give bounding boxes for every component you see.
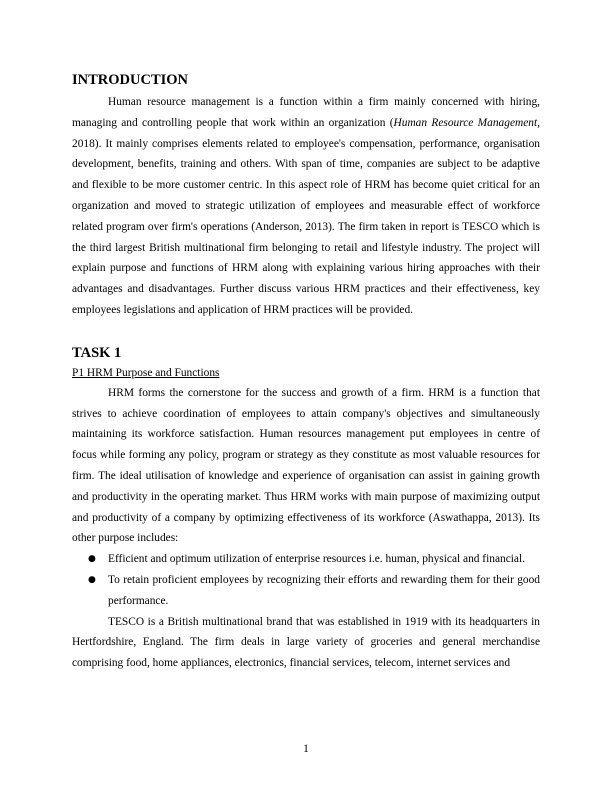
bullet-item-1: [72, 549, 540, 570]
introduction-paragraph: [72, 92, 540, 321]
introduction-text-part1: Human resource management is a function within a firm mainly concerned with hiring, managing and controlling people that work within an organization (: [72, 96, 540, 129]
task1-paragraph-1: HRM forms the cornerstone for the success and growth of a firm. HRM is a function that strives to achieve coordination of employees to attain company's objectives and simultaneously maintaining its workforce satisfaction. Human resources management put employees in centre of focus while forming any policy, program or strategy as they constitute as most valuable resources for firm. The ideal utilisation of knowledge and experience of organisation can assist in gaining growth and productivity in the operating market. Thus HRM works with main purpose of maximizing output and productivity of a company by optimizing effectiveness of its workforce (Aswathappa, 2013). Its other purpose includes:: [72, 386, 540, 545]
bullet-text-2: To retain proficient employees by recognizing their efforts and rewarding them for their good performance.: [108, 573, 540, 607]
task1-paragraph-2: TESCO is a British multinational brand that was established in 1919 with its headquarters in Hertfordshire, England. The firm deals in large variety of groceries and general merchandise comprising food, home appliances, electronics, financial services, telecom, internet services and: [72, 615, 540, 670]
task1-heading: TASK 1: [72, 344, 122, 361]
bullet-icon: ●: [88, 574, 96, 585]
introduction-citation: Human Resource Management,: [393, 116, 540, 129]
purpose-bullet-list: [72, 549, 540, 611]
page-number: 1: [303, 743, 309, 755]
page-content: [72, 71, 540, 674]
introduction-heading: INTRODUCTION: [72, 72, 189, 88]
bullet-item-2: [72, 570, 540, 612]
task1-subheading: P1 HRM Purpose and Functions: [72, 366, 220, 379]
bullet-text-1: Efficient and optimum utilization of enterprise resources i.e. human, physical and financial.: [108, 553, 525, 566]
bullet-icon: ●: [88, 554, 96, 565]
introduction-text-part2: 2018). It mainly comprises elements related to employee's compensation, performance, organisation development, benefits, training and others. With span of time, companies are subject to be adaptive and flexible to be more customer centric. In this aspect role of HRM has become quiet critical for an organization and moved to strategic utilization of employees and measurable effect of workforce related program over firm's operations (Anderson, 2013). The firm taken in report is TESCO which is the third largest British multinational firm belonging to retail and lifestyle industry. The project will explain purpose and functions of HRM along with explaining various hiring approaches with their advantages and disadvantages. Further discuss various HRM practices and their effectiveness, key employees legislations and application of HRM practices will be provided.: [72, 137, 540, 316]
